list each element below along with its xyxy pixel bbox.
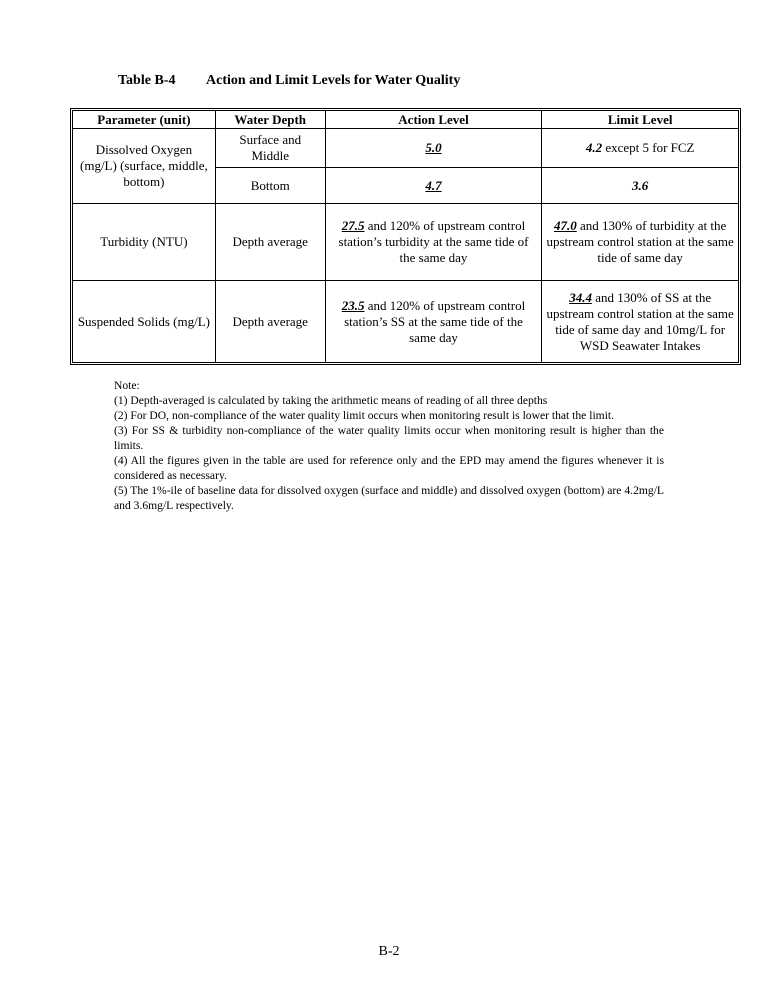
- do-sm-limit-text: except 5 for FCZ: [602, 140, 695, 155]
- cell-ss-parameter: Suspended Solids (mg/L): [73, 281, 216, 363]
- turbidity-limit-value: 47.0: [554, 218, 577, 233]
- notes-heading: Note:: [114, 379, 140, 392]
- header-limit-level: Limit Level: [542, 111, 739, 129]
- cell-do-parameter: Dissolved Oxygen (mg/L) (surface, middle, bottom): [73, 129, 216, 204]
- note-item: (4) All the figures given in the table are used for reference only and the EPD may amend the figures whenever it is considered as necessary.: [114, 454, 664, 482]
- ss-limit-value: 34.4: [569, 289, 592, 305]
- cell-turbidity-action: [325, 204, 542, 281]
- do-bottom-limit-value: 3.6: [632, 177, 649, 193]
- cell-turbidity-limit: [542, 204, 739, 281]
- table-row-suspended-solids: [73, 281, 739, 363]
- page-number: B-2: [378, 944, 400, 959]
- ss-limit-text: and 130% of SS at the upstream control station at the same tide of same day and 10mg/L for WSD Seawater Intakes: [546, 289, 734, 353]
- turbidity-action-value: 27.5: [341, 218, 365, 233]
- table-title: [118, 73, 460, 89]
- cell-do-bottom-action: [325, 168, 542, 204]
- header-water-depth: Water Depth: [215, 111, 325, 129]
- cell-turbidity-parameter: Turbidity (NTU): [73, 204, 216, 281]
- do-bottom-action-value: 4.7: [425, 177, 442, 193]
- cell-do-bottom-depth: Bottom: [215, 168, 325, 204]
- note-item: (2) For DO, non-compliance of the water quality limit occurs when monitoring result is lower that the limit.: [114, 409, 615, 422]
- ss-action-text: and 120% of upstream control station’s SS at the same tide of the same day: [344, 297, 526, 345]
- do-sm-action-value: 5.0: [425, 140, 442, 155]
- water-quality-table: [72, 110, 739, 363]
- table-row-turbidity: [73, 204, 739, 281]
- notes-section: [114, 378, 664, 513]
- do-sm-limit-value: 4.2: [585, 140, 603, 155]
- cell-turbidity-depth: Depth average: [215, 204, 325, 281]
- turbidity-limit-text: and 130% of turbidity at the upstream control station at the same tide of same day: [546, 218, 734, 265]
- cell-do-bottom-limit: [542, 168, 739, 204]
- header-parameter: Parameter (unit): [73, 111, 216, 129]
- header-row: [73, 111, 739, 129]
- table-row-do-surface-middle: [73, 129, 739, 168]
- note-item: (1) Depth-averaged is calculated by taking the arithmetic means of reading of all three depths: [114, 394, 548, 407]
- cell-do-sm-action: [325, 129, 542, 168]
- cell-ss-depth: Depth average: [215, 281, 325, 363]
- water-quality-table-frame: [70, 108, 741, 365]
- cell-do-sm-limit: [542, 129, 739, 168]
- cell-ss-limit: [542, 281, 739, 363]
- cell-ss-action: [325, 281, 542, 363]
- cell-do-sm-depth: Surface and Middle: [215, 129, 325, 168]
- table-number: Table B-4: [118, 73, 176, 88]
- turbidity-action-text: and 120% of upstream control station’s turbidity at the same tide of the same day: [338, 218, 529, 265]
- ss-action-value: 23.5: [341, 297, 365, 313]
- table-caption: Action and Limit Levels for Water Quality: [206, 73, 461, 88]
- note-item: (5) The 1%-ile of baseline data for dissolved oxygen (surface and middle) and dissolved oxygen (bottom) are 4.2mg/L and 3.6mg/L respectively.: [114, 484, 664, 512]
- note-item: (3) For SS & turbidity non-compliance of the water quality limits occur when monitoring result is higher than the limits.: [114, 424, 664, 452]
- header-action-level: Action Level: [325, 111, 542, 129]
